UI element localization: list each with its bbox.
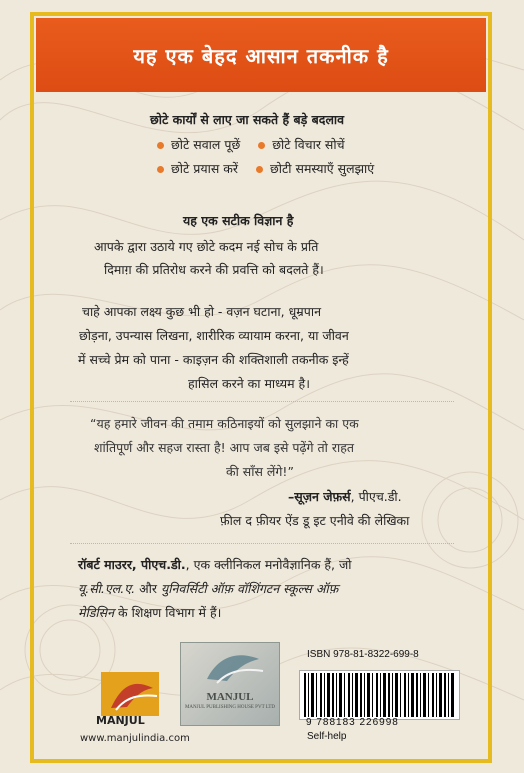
book-category: Self-help [307,731,347,742]
banner-title: यह एक बेहद आसान तकनीक है [133,44,389,68]
bullet-dot-icon [258,142,265,149]
author-bio-name: रॉबर्ट माउरर, पीएच.डी. [78,557,186,572]
bullet-dot-icon [157,142,164,149]
goals-line-1: चाहे आपका लक्ष्य कुछ भी हो - वज़न घटाना, धूम्रपान [82,304,322,319]
barcode-icon [300,671,459,719]
bullet-item: छोटे प्रयास करें [171,161,239,176]
author-bio-ucla: यू.सी.एल.ए. [78,581,136,596]
goals-line-2: छोड़ना, उपन्यास लिखना, शारीरिक व्यायाम करना, या जीवन [79,328,349,343]
quote-line-2: शांतिपूर्ण और सहज रास्ता है! आप जब इसे पढ़ेंगे तो राहत [94,440,354,455]
isbn-label: ISBN 978-81-8322-699-8 [307,649,419,660]
author-bio-medicine: मेडिसिन [78,605,115,620]
quote-line-1: “यह हमारे जीवन की तमाम कठिनाइयों को सुलझाने का एक [90,416,359,431]
goals-line-4: हासिल करने का माध्यम है। [188,376,310,391]
quote-author-suffix: , पीएच.डी. [350,489,402,504]
quote-author [288,486,402,507]
section-divider [70,401,454,402]
quote-author-source: फ़ील द फ़ीयर ऐंड डू इट एनीवे की लेखिका [220,513,410,528]
author-bio-line-2 [78,578,338,599]
author-bio-rest: के शिक्षण विभाग में हैं। [114,605,222,620]
quote-author-name: –सूज़न जेफ़र्स [288,489,351,504]
science-heading: यह एक सटीक विज्ञान है [183,213,294,228]
quote-line-3: की साँस लेंगे!” [226,464,294,479]
author-bio-line-1 [78,554,352,575]
publisher-hologram-seal [180,642,280,726]
title-banner [36,18,486,92]
bullet-dot-icon [157,166,164,173]
bullet-line-2 [157,158,374,179]
barcode-number: 9 788183 226998 [306,717,399,728]
bullet-item: छोटे विचार सोचें [272,137,345,152]
hologram-bird-icon [181,643,279,693]
seal-footer: MANJUL PUBLISHING HOUSE PVT LTD [184,705,276,710]
publisher-logo-text: MANJUL [96,714,145,727]
author-bio-university: युनिवर्सिटी ऑफ़ वॉशिंगटन स्कूल्स ऑफ़ [161,581,339,596]
bullet-line-1 [157,134,345,155]
author-bio-rest: , एक क्लीनिकल मनोवैज्ञानिक हैं, जो [185,557,352,572]
publisher-website: www.manjulindia.com [80,733,190,744]
author-bio-line-3 [78,602,221,623]
science-line-1: आपके द्वारा उठाये गए छोटे कदम नई सोच के प्रति [94,239,319,254]
bullet-dot-icon [256,166,263,173]
intro-heading: छोटे कार्यों से लाए जा सकते हैं बड़े बदलाव [150,112,345,127]
publisher-logo-icon [101,672,159,716]
isbn-barcode [299,670,460,720]
section-divider [70,543,454,544]
author-bio-and: और [135,581,161,596]
bullet-item: छोटे सवाल पूछें [171,137,241,152]
seal-brand: MANJUL [206,691,254,703]
science-line-2: दिमाग़ की प्रतिरोध करने की प्रवत्ति को बदलते हैं। [104,262,324,277]
goals-line-3: में सच्चे प्रेम को पाना - काइज़न की शक्तिशाली तकनीक इन्हें [78,352,349,367]
bullet-item: छोटी समस्याएँ सुलझाएं [269,161,375,176]
